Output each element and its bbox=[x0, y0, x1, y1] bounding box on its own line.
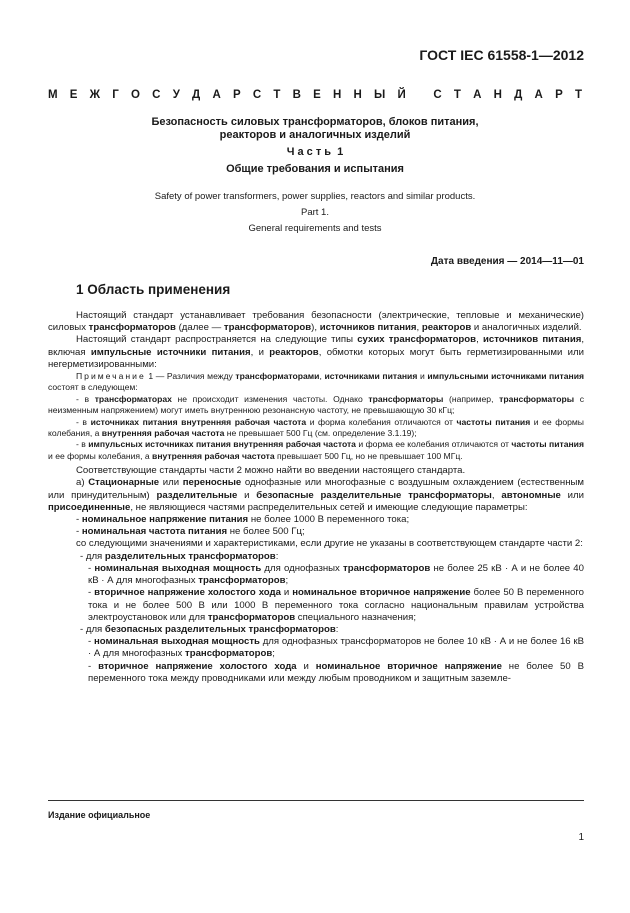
list-item: - для разделительных трансформаторов: bbox=[80, 550, 279, 562]
list-item: - вторичное напряжение холостого хода и номинальное вторичное напряжение не более 50 В переменного тока между проводниками или между любым проводником и защитным заземле- bbox=[88, 660, 584, 684]
page-number: 1 bbox=[578, 832, 584, 843]
footer-divider bbox=[48, 800, 584, 801]
letter: С bbox=[152, 89, 161, 101]
letter: Т bbox=[273, 89, 281, 101]
list-item: - номинальное напряжение питания не более 1000 В переменного тока; bbox=[76, 514, 410, 526]
paragraph: Настоящий стандарт распространяется на следующие типы сухих трансформаторов, источников питания, включая импульсные источники питания, и реакторов, обмотки которых могут быть герметизированными или негерметизированными: bbox=[48, 334, 585, 370]
gost-code: ГОСТ IEC 61558-1—2012 bbox=[419, 47, 584, 63]
letter: А bbox=[212, 89, 221, 101]
title-subtitle: General requirements and tests bbox=[248, 223, 382, 234]
paragraph: Соответствующие стандарты части 2 можно найти во введении настоящего стандарта. bbox=[76, 465, 466, 477]
body-text bbox=[48, 310, 584, 685]
letter: Т bbox=[574, 89, 582, 101]
paragraph: а) Стационарные или переносные однофазные или многофазные с воздушным охлаждением (естественным или принудительным) разделительные и безопасные разделительные трансформаторы, автономные или присоединенные, не являющиеся частями распределительных сетей и имеющие следующие параметры: bbox=[48, 477, 584, 513]
letter: Д bbox=[514, 89, 523, 101]
letter: Й bbox=[397, 89, 406, 101]
letter-gap bbox=[418, 89, 421, 101]
edition-label: Издание официальное bbox=[48, 810, 151, 820]
letter: Р bbox=[232, 89, 241, 101]
letter: Д bbox=[192, 89, 201, 101]
note-item: - в трансформаторах не происходит изменения частоты. Однако трансформаторы (например, трансформаторы с неизменным напряжением) могут иметь внутреннюю резонансную частоту, не превышающую 30 кГц; bbox=[48, 393, 585, 416]
letter: Т bbox=[453, 89, 461, 101]
document-title-en bbox=[0, 189, 630, 237]
letter: Н bbox=[493, 89, 502, 101]
list-item: - номинальная выходная мощность для однофазных трансформаторов не более 10 кВ · А и не более 16 кВ · А для многофазных трансформаторов; bbox=[88, 636, 584, 660]
letter: М bbox=[48, 89, 58, 101]
letter: Н bbox=[353, 89, 362, 101]
list-item: - для безопасных разделительных трансформаторов: bbox=[80, 623, 339, 635]
letter: Е bbox=[69, 89, 78, 101]
letter: А bbox=[473, 89, 482, 101]
intro-date: Дата введения — 2014—11—01 bbox=[430, 256, 584, 267]
letter: В bbox=[292, 89, 301, 101]
title-part: Ч а с т ь 1 bbox=[286, 146, 344, 158]
letter: Ж bbox=[89, 89, 101, 101]
paragraph: со следующими значениями и характеристиками, если другие не указаны в соответствующем стандарте части 2: bbox=[76, 538, 583, 550]
letter: Г bbox=[112, 89, 119, 101]
standard-type-heading bbox=[48, 89, 582, 101]
note-paragraph: Примечание 1 — Различия между трансформаторами, источниками питания и импульсными источниками питания состоят в следующем: bbox=[48, 371, 585, 393]
letter: Р bbox=[555, 89, 563, 101]
list-item: - номинальная выходная мощность для однофазных трансформаторов не более 25 кВ · А и не более 40 кВ · А для многофазных трансформаторов; bbox=[88, 562, 584, 587]
title-part: Part 1. bbox=[301, 207, 329, 218]
note bbox=[48, 371, 584, 462]
title-line: реакторов и аналогичных изделий bbox=[219, 129, 411, 141]
letter: У bbox=[172, 89, 180, 101]
letter: С bbox=[433, 89, 442, 101]
title-line: Безопасность силовых трансформаторов, блоков питания, bbox=[151, 116, 479, 128]
paragraph: Настоящий стандарт устанавливает требования безопасности (электрические, тепловые и механические) силовых трансформаторов (далее — трансформаторов), источников питания, реакторов и аналогичных изделий. bbox=[48, 310, 584, 334]
letter: С bbox=[252, 89, 262, 101]
letter: Ы bbox=[374, 89, 386, 101]
letter: А bbox=[534, 89, 543, 101]
list-item: - номинальная частота питания не более 500 Гц; bbox=[76, 526, 305, 538]
letter: Е bbox=[313, 89, 321, 101]
note-item: - в источниках питания внутренняя рабочая частота и форма колебания отличаются от частоты питания и ее формы колебания, а внутренняя рабочая частота не превышает 500 Гц (см. определение 3.1.19); bbox=[48, 416, 584, 439]
letter: О bbox=[131, 89, 140, 101]
letter: Н bbox=[332, 89, 342, 101]
title-line: Safety of power transformers, power supplies, reactors and similar products. bbox=[154, 191, 476, 202]
note-item: - в импульсных источниках питания внутренняя рабочая частота и форма ее колебания отличаются от частоты питания и ее формы колебания, а внутренняя рабочая частота превышает 500 Гц, но не превышает 100 МГц. bbox=[48, 439, 584, 461]
section-title: 1 Область применения bbox=[76, 282, 231, 297]
document-title-ru bbox=[0, 116, 630, 176]
list-item: - вторичное напряжение холостого хода и номинальное вторичное напряжение более 50 В переменного тока и не более 500 В или 1000 В переменного тока согласно национальным правилам устройства электроустановок или для трансформаторов специального назначения; bbox=[88, 587, 584, 623]
title-subtitle: Общие требования и испытания bbox=[226, 163, 404, 175]
